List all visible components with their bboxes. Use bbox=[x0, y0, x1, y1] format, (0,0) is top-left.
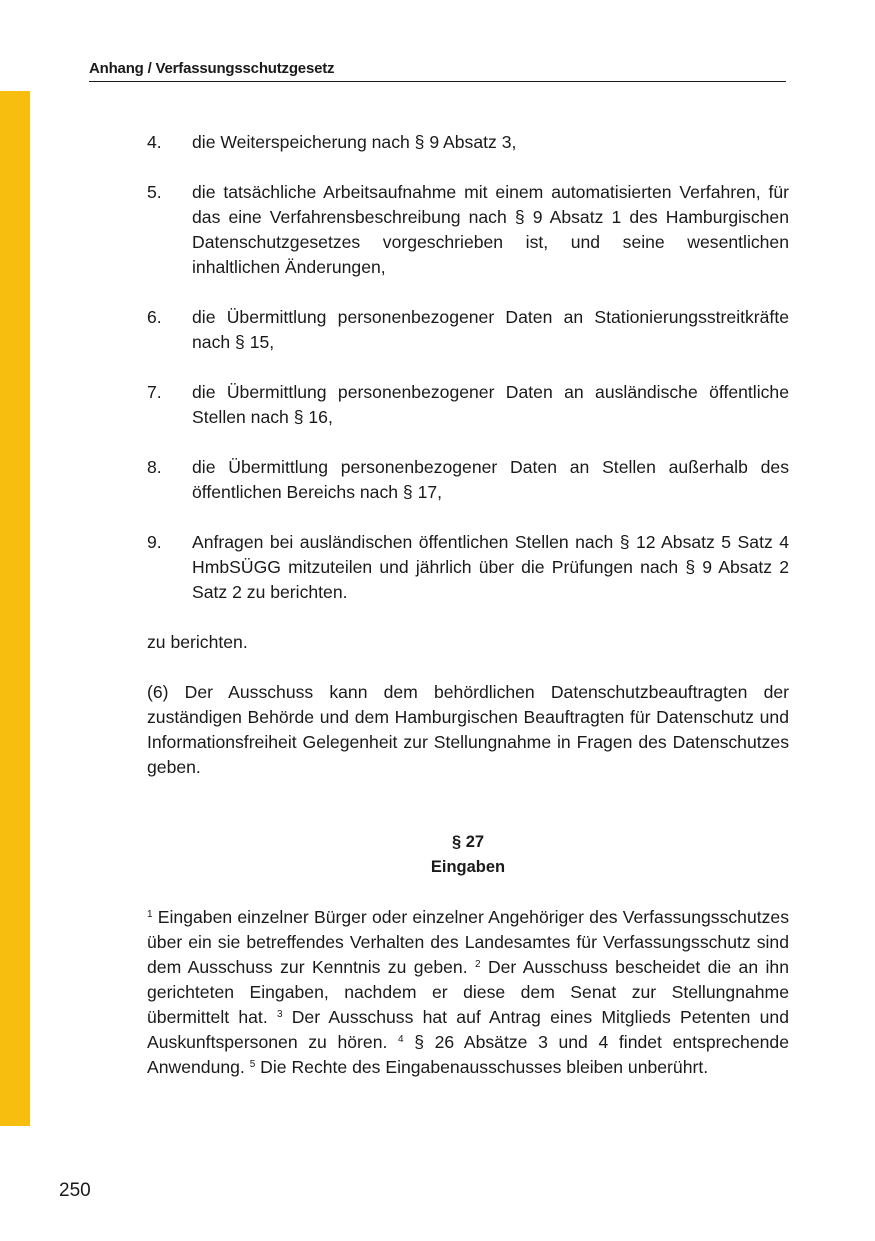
page-body bbox=[147, 130, 789, 1080]
sentence-text: Der Ausschuss bescheidet die an ihn gerichteten Eingaben, nachdem er diese dem Senat zur Stellungnahme übermittelt hat. bbox=[147, 957, 789, 1027]
list-item-text: die Weiterspeicherung nach § 9 Absatz 3, bbox=[192, 132, 517, 152]
sentence-number: 5 bbox=[249, 1059, 256, 1070]
section-number: § 27 bbox=[451, 833, 485, 851]
sentence-text: Der Ausschuss hat auf Antrag eines Mitglieds Petenten und Auskunftspersonen zu hören. bbox=[147, 1007, 790, 1052]
list-item-number: 7. bbox=[147, 382, 162, 402]
section-title: Eingaben bbox=[430, 858, 506, 876]
list-item-number: 9. bbox=[147, 532, 162, 552]
sentence-text: § 26 Absätze 3 und 4 findet entsprechende Anwendung. bbox=[147, 1032, 789, 1077]
closing-text: zu berichten. bbox=[147, 632, 248, 652]
section-body bbox=[147, 905, 789, 1080]
page-number: 250 bbox=[59, 1180, 91, 1201]
sentence-number: 3 bbox=[276, 1009, 283, 1020]
list-item-number: 4. bbox=[147, 132, 162, 152]
sentence-text: Eingaben einzelner Bürger oder einzelner Angehöriger des Verfassungsschutzes über ein sie betreffendes Verhalten des Landesamtes für Verfassungsschutz sind dem Ausschuss zur Kenntnis zu geben. bbox=[147, 907, 789, 977]
list-item-text: die Übermittlung personenbezogener Daten an Stellen außerhalb des öffentlichen Bereichs nach § 17, bbox=[192, 457, 789, 502]
running-header: Anhang / Verfassungsschutzgesetz bbox=[89, 60, 786, 82]
yellow-margin-bar bbox=[0, 91, 30, 1126]
list-item-number: 6. bbox=[147, 307, 162, 327]
sentence-number: 2 bbox=[474, 959, 481, 970]
sentence-number: 1 bbox=[147, 909, 153, 920]
list-item bbox=[147, 530, 789, 605]
list-item bbox=[147, 455, 789, 505]
list-item-text: die Übermittlung personenbezogener Daten an ausländische öffentliche Stellen nach § 16, bbox=[192, 382, 789, 427]
sentence-number: 4 bbox=[398, 1034, 404, 1045]
list-item bbox=[147, 130, 789, 155]
list-item bbox=[147, 180, 789, 280]
list-item bbox=[147, 380, 789, 430]
list-item-text: die Übermittlung personenbezogener Daten an Stationierungsstreitkräfte nach § 15, bbox=[192, 307, 789, 352]
sentence-text: Die Rechte des Eingabenausschusses bleiben unberührt. bbox=[255, 1057, 709, 1077]
list-item bbox=[147, 305, 789, 355]
list-item-text: die tatsächliche Arbeitsaufnahme mit einem automatisierten Verfahren, für das eine Verfahrensbeschreibung nach § 9 Absatz 1 des Hamburgischen Datenschutzgesetzes vorgeschrieben ist, und seine wesentlichen inhaltlichen Änderungen, bbox=[192, 182, 789, 277]
list-item-number: 5. bbox=[147, 182, 162, 202]
list-item-text: Anfragen bei ausländischen öffentlichen Stellen nach § 12 Absatz 5 Satz 4 HmbSÜGG mitzuteilen und jährlich über die Prüfungen nach § 9 Absatz 2 Satz 2 zu berichten. bbox=[192, 532, 789, 602]
paragraph-6: (6) Der Ausschuss kann dem behördlichen Datenschutzbeauftragten der zuständigen Behörde und dem Hamburgischen Beauftragten für Datenschutz und Informationsfreiheit Gelegenheit zur Stellungnahme in Fragen des Datenschutzes geben. bbox=[147, 682, 789, 777]
list-item-number: 8. bbox=[147, 457, 162, 477]
